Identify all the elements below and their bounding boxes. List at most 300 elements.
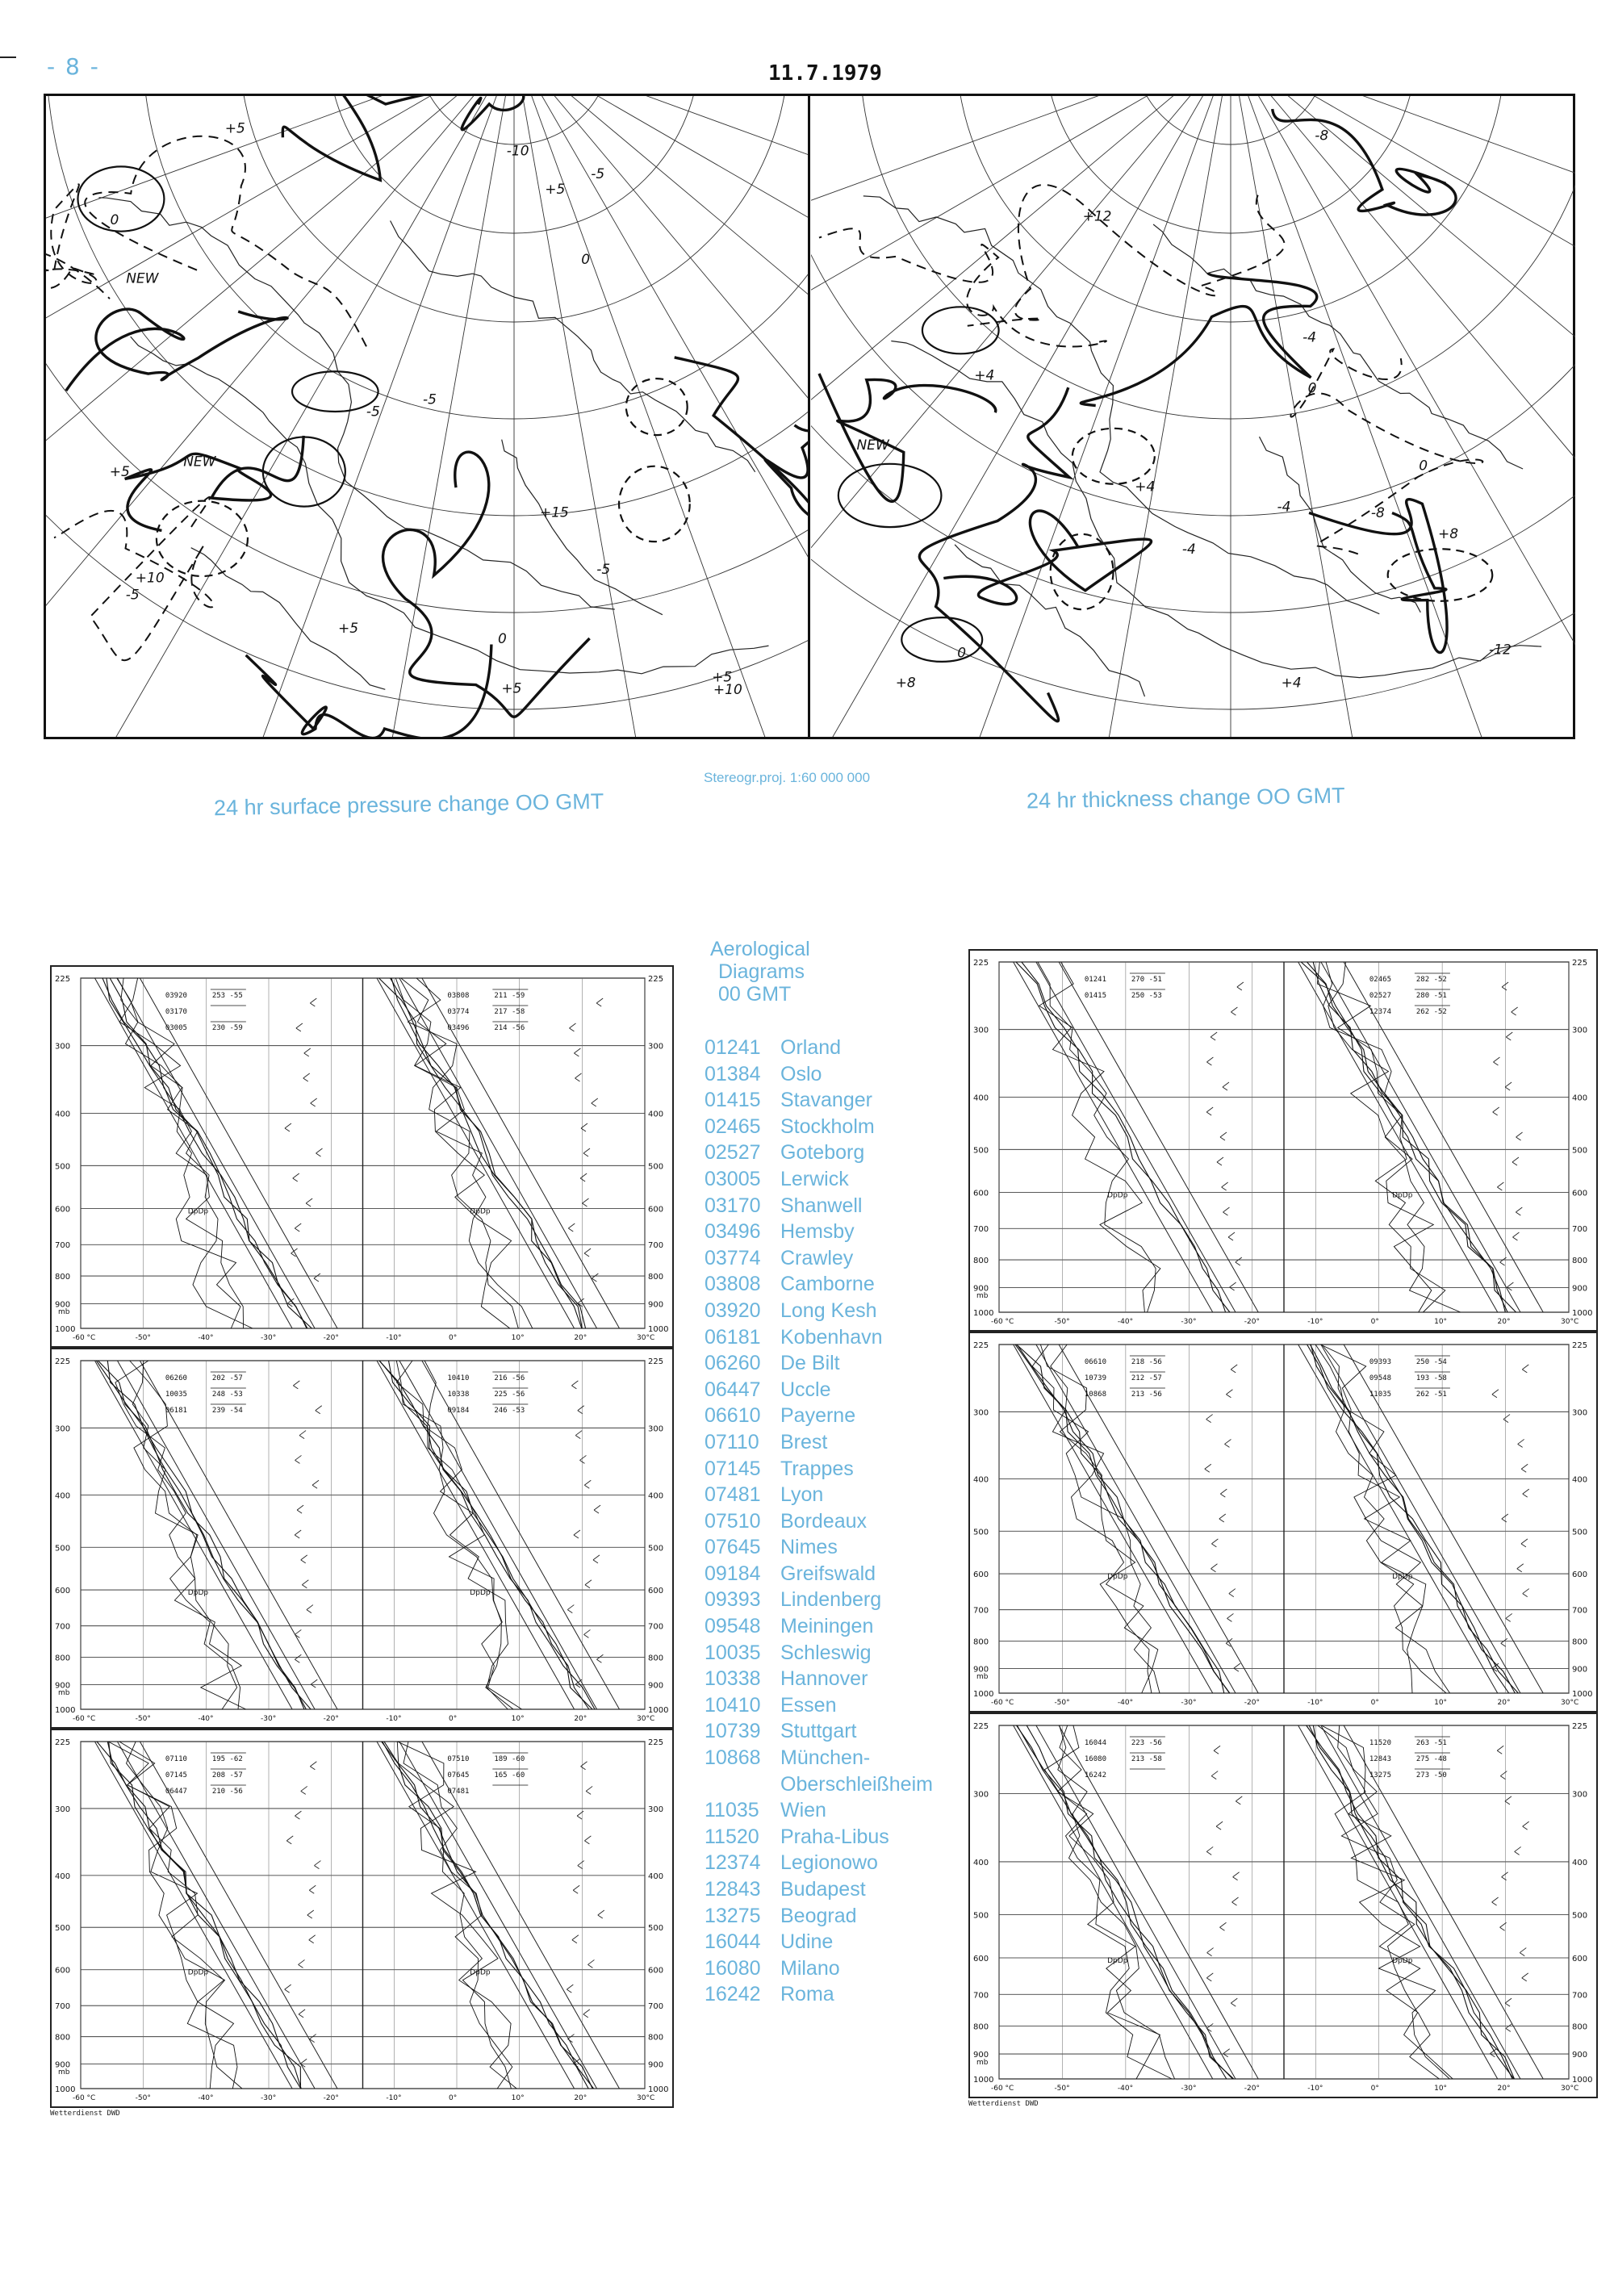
meridian-line (46, 96, 514, 378)
wind-barb (1216, 1821, 1223, 1830)
station-row (705, 1955, 933, 1982)
pressure-level-label: 300 (648, 1042, 664, 1052)
wind-barb (293, 1173, 299, 1181)
isoline-label: +8 (895, 675, 916, 692)
temperature-label: -20° (323, 1715, 339, 1723)
pressure-level-label: 1000 (648, 1325, 669, 1334)
temperature-label: 30°C (637, 1334, 655, 1342)
coastline (1260, 437, 1421, 613)
station-id-label: 03808 (447, 992, 470, 1000)
station-id-label: 03920 (165, 992, 187, 1000)
station-id-label: 09548 (1369, 1374, 1391, 1382)
wind-barb (1523, 1589, 1529, 1597)
pressure-level-label: 1000 (1572, 2076, 1593, 2085)
station-code: 03005 (705, 1167, 761, 1190)
temperature-label: 0° (449, 2094, 458, 2102)
thickness-caption: 24 hr thickness change OO GMT (1026, 783, 1345, 813)
station-id-label: 12374 (1369, 1008, 1391, 1016)
wind-barb (1502, 1872, 1508, 1880)
station-code: 07481 (705, 1483, 761, 1507)
station-code: 03170 (705, 1194, 761, 1217)
isoline-label: -5 (366, 404, 380, 420)
wind-barb (585, 1580, 592, 1588)
station-code: 09184 (705, 1562, 761, 1585)
pressure-level-label: 300 (55, 1805, 71, 1814)
isoline-label: 0 (110, 212, 119, 229)
isoline-label: -4 (1302, 329, 1317, 346)
temperature-label: 20° (1497, 1699, 1511, 1707)
pressure-level-label: 300 (648, 1424, 664, 1434)
meridian-line (1063, 96, 1231, 737)
wind-barb (598, 1910, 604, 1918)
pressure-centre (626, 378, 688, 435)
wind-barb (310, 998, 316, 1006)
wind-barb (1505, 1082, 1512, 1090)
wind-barb (1227, 1613, 1233, 1621)
pressure-level-label: 600 (55, 1966, 71, 1976)
projection-note: Stereogr.proj. 1:60 000 000 (704, 770, 871, 785)
mb-unit-label: mb (976, 1673, 989, 1681)
pressure-level-label: 600 (55, 1205, 71, 1215)
wind-barb (1210, 1032, 1217, 1040)
tropopause-value-label: 165 -60 (494, 1771, 525, 1780)
pressure-level-label: 700 (1572, 1991, 1588, 2001)
wind-barb (1512, 1232, 1519, 1240)
pressure-centre (901, 617, 982, 662)
pressure-level-label: 800 (55, 1273, 71, 1282)
temperature-label: 0° (449, 1715, 458, 1723)
isoline-label: +4 (1135, 479, 1156, 496)
wind-barb (1217, 1157, 1223, 1165)
pressure-level-label: 900 (648, 2060, 664, 2070)
pressure-level-label: 400 (648, 1110, 664, 1119)
pressure-level-label: 700 (973, 1606, 989, 1616)
isoline-label: -5 (591, 165, 605, 182)
station-name: Schleswig (780, 1641, 872, 1664)
wind-barb (312, 1480, 319, 1488)
pressure-level-label: 300 (1572, 1790, 1588, 1800)
meridian-line (811, 96, 1231, 378)
wind-barb (299, 1959, 305, 1968)
aerological-diagram-svg (970, 951, 1596, 1330)
temperature-label: 10° (1434, 2085, 1448, 2093)
pressure-level-label: 900 (648, 1681, 664, 1691)
station-id-label: 11035 (1369, 1391, 1391, 1399)
wind-barb (1223, 1082, 1229, 1090)
pressure-level-label: 1000 (1572, 1690, 1593, 1699)
pressure-level-label: 800 (1572, 1637, 1588, 1647)
pressure-level-label: 400 (55, 1110, 71, 1119)
pressure-level-label: 700 (55, 1622, 71, 1632)
pressure-level-label: 700 (973, 1225, 989, 1235)
pressure-level-label: 1000 (648, 2085, 669, 2094)
station-name: Meiningen (780, 1615, 874, 1638)
wind-barb (1507, 1282, 1513, 1290)
station-code: 01241 (705, 1036, 761, 1059)
station-row (705, 1429, 933, 1456)
pressure-level-label: 400 (973, 1094, 989, 1103)
station-code: 02527 (705, 1141, 761, 1165)
temperature-label: 10° (511, 1334, 525, 1342)
dewpoint-depression-label: DpDp (1107, 1191, 1128, 1200)
station-code: 07110 (705, 1430, 759, 1453)
wind-barb (568, 1223, 575, 1232)
pressure-level-label: 500 (1572, 1911, 1588, 1921)
station-code: 10410 (705, 1693, 761, 1717)
mb-unit-label: mb (976, 2059, 989, 2067)
station-row (705, 1271, 933, 1298)
pressure-level-label: 700 (648, 2002, 664, 2012)
parallel-circle (46, 96, 810, 516)
isoline (66, 309, 287, 391)
pressure-level-label: 225 (55, 1738, 71, 1747)
station-id-label: 10739 (1084, 1374, 1106, 1382)
station-list (705, 1035, 933, 2008)
isoline (943, 511, 1151, 604)
wind-barb (575, 1073, 581, 1081)
meridian-line (46, 96, 514, 670)
wind-barb (306, 1198, 312, 1207)
station-code: 03774 (705, 1246, 761, 1269)
pressure-level-label: 400 (973, 1858, 989, 1867)
wind-barb (309, 1935, 316, 1943)
temperature-label: -10° (1307, 1318, 1323, 1326)
station-row (705, 1166, 933, 1193)
tropopause-value-label: 248 -53 (211, 1391, 243, 1399)
wind-barb (583, 1629, 590, 1637)
temperature-label: -40° (198, 2094, 214, 2102)
pressure-level-label: 300 (973, 1790, 989, 1800)
station-code: 06260 (705, 1352, 761, 1375)
station-id-label: 16242 (1084, 1771, 1106, 1780)
pressure-level-label: 400 (1572, 1475, 1588, 1485)
station-row (705, 1219, 933, 1245)
wind-barb (1515, 1846, 1521, 1855)
dewpoint-depression-label: DpDp (187, 1589, 209, 1598)
station-name: Uccle (780, 1378, 831, 1401)
map-divider (808, 95, 810, 738)
station-code: 10338 (705, 1667, 761, 1691)
station-name: Crawley (780, 1246, 854, 1269)
pressure-level-label: 1000 (973, 1690, 994, 1699)
pressure-level-label: 900 (55, 1300, 71, 1310)
station-row (705, 1061, 933, 1088)
pressure-level-label: 500 (973, 1528, 989, 1537)
wind-barb (1237, 982, 1244, 990)
isoline-label: NEW (183, 454, 216, 470)
wind-barb (295, 1654, 301, 1662)
station-code: 09548 (705, 1615, 761, 1638)
pressure-level-label: 700 (1572, 1225, 1588, 1235)
wind-barb (574, 1048, 580, 1056)
wind-barb (1497, 1746, 1503, 1754)
meridian-line (1231, 96, 1562, 737)
station-row (705, 1640, 933, 1667)
temperature-label: 10° (1434, 1699, 1448, 1707)
temperature-label: 0° (1370, 1699, 1379, 1707)
negative-isoline (819, 228, 1106, 346)
wind-barb (1502, 1514, 1508, 1522)
station-name: Oslo (780, 1062, 822, 1085)
temperature-label: 30°C (637, 2094, 655, 2102)
station-code: 07645 (705, 1536, 761, 1559)
wind-barb (593, 1555, 600, 1563)
wind-barb (592, 1098, 598, 1106)
pressure-level-label: 1000 (55, 1706, 76, 1715)
margin-rule (0, 56, 16, 58)
wind-barb (581, 1762, 587, 1770)
wind-barb (1516, 1207, 1522, 1215)
pressure-level-label: 900 (1572, 1665, 1588, 1675)
pressure-level-label: 300 (55, 1042, 71, 1052)
station-name: Hannover (780, 1667, 868, 1691)
pressure-level-label: 800 (648, 1654, 664, 1663)
pressure-level-label: 900 (648, 1300, 664, 1310)
wind-barb (584, 1480, 591, 1488)
station-code: 11035 (705, 1799, 759, 1822)
pressure-level-label: 225 (1572, 1722, 1588, 1731)
wind-barb (1521, 1539, 1528, 1547)
station-code: 10739 (705, 1720, 761, 1743)
isoline-label: 0 (1307, 380, 1317, 397)
aerological-title-line: Diagrams (718, 960, 805, 983)
pressure-level-label: 400 (973, 1475, 989, 1485)
station-row (705, 1035, 933, 1061)
wind-barb (583, 1148, 590, 1156)
station-id-label: 09184 (447, 1407, 470, 1415)
wind-barb (304, 1048, 311, 1056)
temperature-label: 20° (1497, 1318, 1511, 1326)
temperature-label: -10° (1307, 2085, 1323, 2093)
wind-barb (1523, 1821, 1529, 1830)
wind-barb (1220, 1132, 1227, 1140)
station-name: Budapest (780, 1878, 866, 1901)
station-id-label: 07645 (447, 1771, 470, 1780)
wind-barb (295, 1223, 301, 1232)
wind-barb (295, 1530, 301, 1538)
wind-barb (1501, 1638, 1507, 1646)
temperature-label: -50° (135, 2094, 151, 2102)
wind-barb (316, 1406, 322, 1414)
temperature-label: -50° (1054, 1318, 1070, 1326)
temperature-label: 30°C (1561, 2085, 1579, 2093)
pressure-level-label: 800 (55, 2033, 71, 2043)
station-name: Hemsby (780, 1220, 855, 1244)
wind-barb (1206, 1057, 1213, 1065)
pressure-level-label: 500 (973, 1911, 989, 1921)
parallel-circle (859, 96, 1575, 419)
temperature-label: -20° (1244, 2085, 1260, 2093)
pressure-level-label: 700 (1572, 1606, 1588, 1616)
wind-barb (1506, 1613, 1512, 1621)
station-name: Roma (780, 1983, 834, 2006)
station-name: Stockholm (780, 1115, 875, 1138)
aerological-diagram-svg (52, 1349, 672, 1727)
pressure-level-label: 400 (648, 1872, 664, 1881)
wind-barb (571, 1381, 578, 1389)
isoline-label: +5 (712, 669, 733, 686)
coastline (502, 440, 663, 615)
isoline-label: +5 (109, 463, 130, 480)
station-name: Bordeaux (780, 1509, 868, 1533)
mb-unit-label: mb (58, 2068, 70, 2076)
wind-barb (1232, 1897, 1239, 1905)
station-id-label: 11520 (1369, 1739, 1391, 1747)
dewpoint-depression-label: DpDp (1392, 1573, 1413, 1582)
wind-barb (297, 1505, 303, 1513)
station-id-label: 13275 (1369, 1771, 1391, 1780)
wind-barb (1231, 1007, 1237, 1015)
tropopause-value-label: 223 -56 (1131, 1739, 1162, 1747)
wind-barb (1219, 1514, 1226, 1522)
wind-barb (1523, 1489, 1529, 1497)
station-name: Long Kesh (780, 1299, 877, 1322)
wind-barb (299, 1431, 306, 1439)
isoline (383, 452, 590, 717)
temperature-label: 20° (574, 1715, 587, 1723)
surface-pressure-change-map (46, 96, 810, 737)
pressure-level-label: 225 (1572, 1341, 1588, 1350)
pressure-level-label: 800 (55, 1654, 71, 1663)
pressure-level-label: 1000 (55, 1325, 76, 1334)
pressure-level-label: 225 (973, 1722, 989, 1731)
station-name: Lyon (780, 1483, 824, 1507)
station-row (705, 1087, 933, 1114)
pressure-level-label: 400 (1572, 1094, 1588, 1103)
station-code: 03808 (705, 1273, 761, 1296)
station-row (705, 1456, 933, 1483)
wind-barb (1493, 1107, 1499, 1115)
pressure-level-label: 600 (1572, 1570, 1588, 1580)
station-id-label: 02465 (1369, 976, 1391, 984)
wind-barb (286, 1836, 293, 1844)
temperature-label: -50° (1054, 1699, 1070, 1707)
wind-barb (299, 2010, 305, 2018)
pressure-level-label: 300 (648, 1805, 664, 1814)
temperature-label: -40° (198, 1334, 214, 1342)
wind-barb (1210, 1564, 1217, 1572)
station-code: 16242 (705, 1983, 761, 2006)
mb-unit-label: mb (58, 1308, 70, 1316)
station-row (705, 1482, 933, 1508)
temperature-label: -30° (1181, 1699, 1197, 1707)
tropopause-value-label: 262 -52 (1415, 1008, 1447, 1016)
dewpoint-depression-label: DpDp (1107, 1573, 1128, 1582)
station-row (705, 1718, 933, 1745)
isoline-label: +4 (974, 367, 995, 384)
tropopause-value-label: 213 -56 (1131, 1391, 1162, 1399)
page-number: - 8 - (47, 53, 100, 80)
pressure-level-label: 500 (648, 1162, 664, 1172)
temperature-label: 0° (449, 1334, 458, 1342)
station-name: Shanwell (780, 1194, 863, 1217)
pressure-centre (1073, 429, 1155, 484)
wind-barb (1219, 1922, 1226, 1930)
station-code: 09393 (705, 1588, 761, 1612)
station-row (705, 1929, 933, 1955)
coastline (131, 337, 769, 674)
pressure-level-label: 300 (973, 1026, 989, 1035)
tropopause-value-label: 282 -52 (1415, 976, 1447, 984)
coastline (1153, 224, 1523, 469)
station-name: Orland (780, 1036, 842, 1059)
station-row (705, 1298, 933, 1324)
isoline (1309, 500, 1447, 653)
isoline-label: 0 (498, 630, 507, 647)
wind-barb (1522, 1973, 1528, 1981)
station-code: 06181 (705, 1325, 761, 1349)
wind-barb (1207, 1948, 1214, 1956)
temperature-label: -50° (135, 1715, 151, 1723)
wind-barb (569, 1023, 575, 1031)
pressure-level-label: 900 (973, 1284, 989, 1294)
isoline-label: +5 (501, 680, 522, 697)
wind-barb (285, 1984, 291, 1993)
isoline-label: -4 (1277, 499, 1291, 516)
station-row (705, 1745, 933, 1771)
wind-barb (1222, 1182, 1228, 1190)
aerological-diagram-svg (52, 967, 672, 1346)
temperature-label: 20° (574, 1334, 587, 1342)
wind-barb (1506, 2023, 1512, 2031)
station-row (705, 1350, 933, 1377)
isoline-label: 0 (1419, 458, 1428, 475)
station-row (705, 1114, 933, 1140)
pressure-level-label: 1000 (973, 2076, 994, 2085)
wind-barb (574, 1530, 580, 1538)
tropopause-value-label: 246 -53 (494, 1407, 525, 1415)
wind-barb (578, 1861, 584, 1869)
tropopause-value-label: 214 -56 (494, 1024, 525, 1032)
coastline (891, 341, 1541, 678)
pressure-level-label: 600 (973, 1955, 989, 1964)
temperature-label: -50° (1054, 2085, 1070, 2093)
wind-barb (577, 1811, 583, 1819)
station-id-label: 06447 (165, 1788, 187, 1796)
negative-isoline (1290, 349, 1482, 554)
wind-barb (295, 1455, 301, 1463)
pressure-level-label: 1000 (1572, 1309, 1593, 1318)
wind-barb (1211, 1771, 1218, 1780)
pressure-level-label: 600 (648, 1205, 664, 1215)
station-id-label: 12843 (1369, 1755, 1391, 1763)
pressure-level-label: 700 (55, 1241, 71, 1251)
station-code: 16044 (705, 1930, 761, 1954)
tropopause-value-label: 212 -57 (1131, 1374, 1162, 1382)
wind-barb (567, 1984, 573, 1993)
pressure-level-label: 225 (55, 975, 71, 984)
wind-barb (1505, 1796, 1512, 1805)
pressure-centre (292, 371, 378, 412)
meridian-line (1231, 96, 1575, 670)
dewpoint-depression-label: DpDp (1392, 1191, 1413, 1200)
wind-barb (575, 1431, 582, 1439)
mb-unit-label: mb (976, 1292, 989, 1300)
aerological-diagram-panel (968, 1713, 1598, 2098)
pressure-level-label: 400 (1572, 1858, 1588, 1867)
station-id-label: 10868 (1084, 1391, 1106, 1399)
pressure-level-label: 300 (973, 1408, 989, 1418)
tropopause-value-label: 280 -51 (1415, 992, 1447, 1000)
wind-barb (568, 2035, 575, 2043)
wind-barb (1228, 1232, 1235, 1240)
aerological-title-line: Aerological (710, 938, 810, 960)
station-code: 11520 (705, 1825, 759, 1848)
wind-barb (1520, 1948, 1526, 1956)
meridian-line (514, 96, 682, 737)
temperature-label: -50° (135, 1334, 151, 1342)
meridian-line (1231, 96, 1575, 532)
